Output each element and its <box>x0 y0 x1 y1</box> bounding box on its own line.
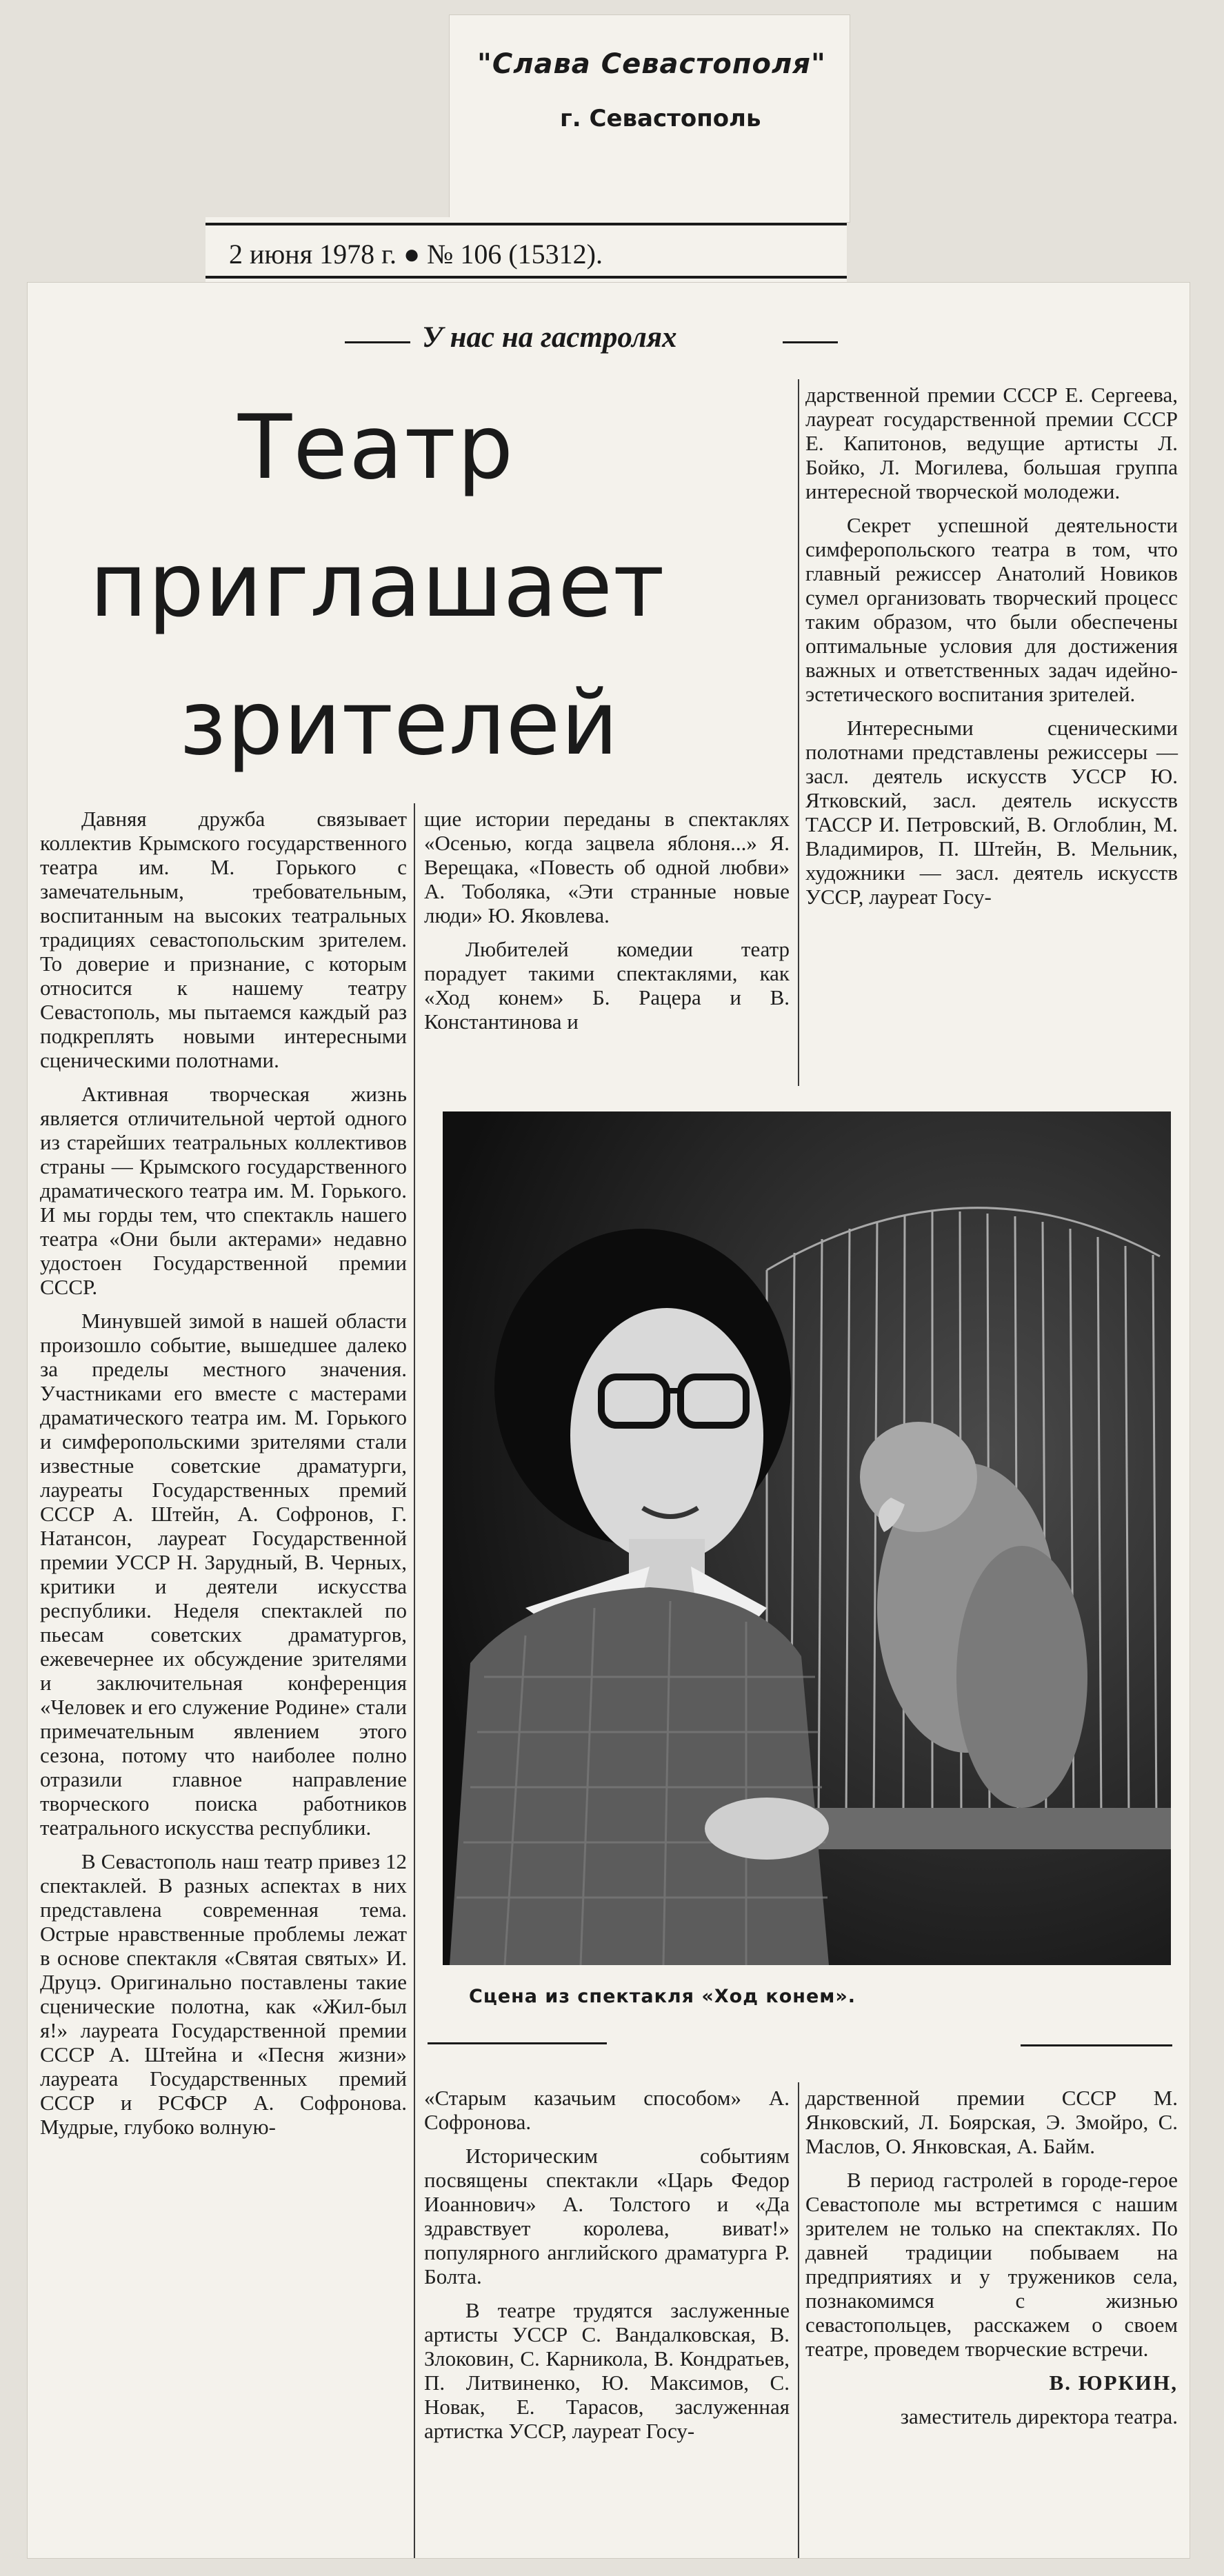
article-column-1 <box>40 807 407 2149</box>
column-divider-1 <box>414 803 415 2558</box>
article-column-2-top <box>424 807 790 1043</box>
newspaper-city: г. Севастополь <box>560 105 761 132</box>
paragraph: щие истории переданы в спектаклях «Осенью, когда зацвела яблоня...» Я. Верещака, «Повесть об одной любви» А. Тоболяка, «Эти странные новые люди» Ю. Яковлева. <box>424 807 790 927</box>
paragraph: дарственной премии СССР Е. Сергеева, лауреат государственной премии СССР Е. Капитонов, ведущие артисты Л. Бойко, Л. Могилева, большая группа интересной творческой молодежи. <box>805 383 1178 503</box>
paragraph: В театре трудятся заслуженные артисты УССР С. Вандалковская, В. Злоковин, С. Карникола, В. Кондратьев, П. Литвиненко, Ю. Максимов, С. Новак, Е. Тарасов, заслуженная артистка УССР, лауреат Госу- <box>424 2298 790 2443</box>
paragraph: дарственной премии СССР М. Янковский, Л. Боярская, Э. Змойро, С. Маслов, О. Янковская, А. Байм. <box>805 2086 1178 2158</box>
headline-line-2: приглашает <box>90 534 665 637</box>
rubric-rule-left <box>345 341 410 343</box>
column-divider-2-top <box>798 379 799 1086</box>
caption-rule-left <box>428 2042 607 2044</box>
paragraph: В период гастролей в городе-герое Севастополе мы встретимся с нашим зрителем не только на спектаклях. По давней традиции побываем на предприятиях и у тружеников села, познакомимся с жизнью севастопольцев, расскажем о своем театре, проведем творческие встречи. <box>805 2168 1178 2361</box>
author-position: заместитель директора театра. <box>900 2404 1178 2428</box>
paragraph: Историческим событиям посвящены спектакли «Царь Федор Иоаннович» А. Толстого и «Да здравствует королева, виват!» популярного английского драматурга Р. Болта. <box>424 2144 790 2288</box>
article-column-3-top <box>805 383 1178 918</box>
photo-caption: Сцена из спектакля «Ход конем». <box>469 1986 856 2007</box>
paragraph: «Старым казачьим способом» А. Софронова. <box>424 2086 790 2134</box>
issue-date-line: 2 июня 1978 г. ● № 106 (15312). <box>229 239 603 270</box>
headline-line-1: Театр <box>238 396 515 499</box>
article-column-3-bottom <box>805 2086 1178 2438</box>
scene-photo-illustration <box>443 1111 1171 1965</box>
paragraph: Любителей комедии театр порадует такими спектаклями, как «Ход конем» Б. Рацера и В. Константинова и <box>424 937 790 1034</box>
scene-photo <box>443 1111 1171 1965</box>
headline-line-3: зрителей <box>179 672 619 775</box>
rubric: У нас на гастролях <box>422 321 677 354</box>
paragraph: В Севастополь наш театр привез 12 спектаклей. В разных аспектах в них представлена современная тема. Острые нравственные проблемы лежат в основе спектакля «Святая святых» И. Друцэ. Оригинально поставлены такие сценические полотна, как «Жил-был я!» лауреата Государственной премии СССР А. Штейна и «Песня жизни» лауреата Государственных премий СССР и РСФСР А. Софронова. Мудрые, глубоко волную- <box>40 1849 407 2139</box>
column-divider-2-bottom <box>798 2082 799 2558</box>
article-column-2-bottom <box>424 2086 790 2453</box>
rubric-rule-right <box>783 341 838 343</box>
masthead-clipping <box>450 15 850 222</box>
paragraph: Интересными сценическими полотнами представлены режиссеры — засл. деятель искусств УССР Ю. Ятковский, засл. деятель искусств ТАССР И. Петровский, В. Оглоблин, М. Владимиров, П. Штейн, В. Мельник, художники — засл. деятель искусств УССР, лауреат Госу- <box>805 716 1178 909</box>
caption-rule-right <box>1021 2044 1172 2046</box>
date-top-rule <box>205 223 847 225</box>
paragraph: Минувшей зимой в нашей области произошло событие, вышедшее далеко за пределы местного значения. Участниками его вместе с мастерами драматического театра им. М. Горького и симферопольскими зрителями стали известные советские драматурги, лауреаты Государственных премий СССР А. Штейн, А. Софронов, Г. Натансон, лауреат Государственной премии УССР Н. Зарудный, В. Черных, критики и деятели искусства республики. Неделя спектаклей по пьесам советских драматургов, ежевечернее их обсуждение зрителями и заключительная конференция «Человек и его служение Родине» стали примечательным явлением этого сезона, потому что наиболее полно отразили главное направление творческого поиска работников театрального искусства республики. <box>40 1309 407 1840</box>
paragraph: Секрет успешной деятельности симферопольского театра в том, что главный режиссер Анатолий Новиков сумел организовать творческий процесс таким образом, что были обеспечены оптимальные условия для достижения важных и ответственных задач идейно-эстетического воспитания зрителей. <box>805 513 1178 706</box>
author-name: В. ЮРКИН, <box>1049 2371 1178 2395</box>
newspaper-name: "Слава Севастополя" <box>477 48 826 80</box>
date-band <box>205 217 847 283</box>
paragraph: Давняя дружба связывает коллектив Крымского государственного театра им. М. Горького с замечательным, требовательным, воспитанным на высоких театральных традициях севастопольским зрителем. То доверие и признание, с которым относится к нашему театру Севастополь, мы пытаемся каждый раз подкреплять новыми интересными сценическими полотнами. <box>40 807 407 1072</box>
paragraph: Активная творческая жизнь является отличительной чертой одного из старейших театральных коллективов страны — Крымского государственного драматического театра им. М. Горького. И мы горды тем, что спектакль нашего театра «Они были актерами» недавно удостоен Государственной премии СССР. <box>40 1082 407 1299</box>
date-bottom-rule <box>205 276 847 279</box>
